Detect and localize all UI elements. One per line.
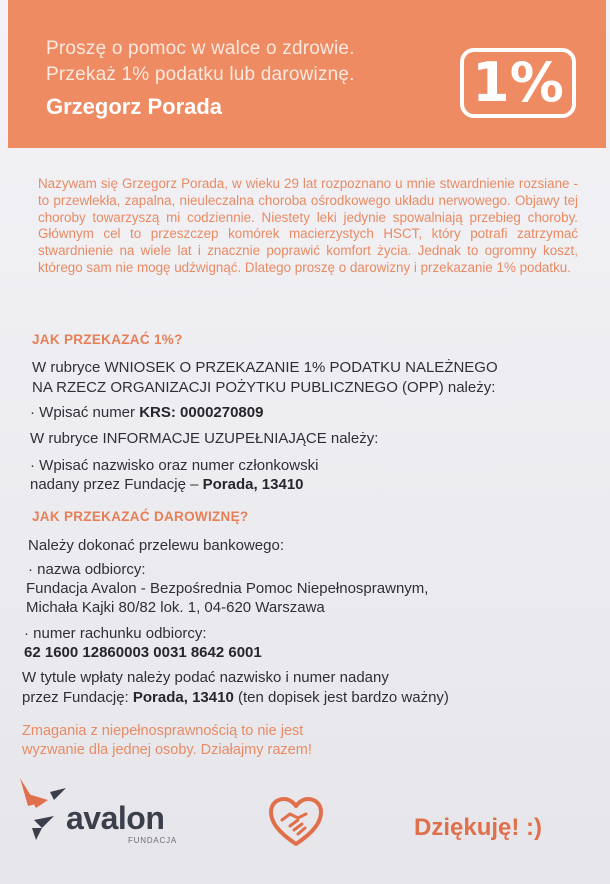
account-number-value: 62 1600 12860003 0031 8642 6001 — [24, 644, 262, 661]
payment-title-line-1: W tytule wpłaty należy podać nazwisko i numer nadany — [22, 669, 389, 686]
payment-title-line-2 — [22, 688, 449, 707]
account-number — [24, 643, 262, 662]
tax-rubric-2: W rubryce INFORMACJE UZUPEŁNIAJĄCE należy: — [30, 430, 379, 447]
closing-line-1: Zmagania z niepełnosprawnością to nie jest — [22, 723, 304, 739]
one-percent-badge: 1% — [460, 48, 576, 118]
header-line-1: Proszę o pomoc w walce o zdrowie. — [46, 38, 355, 59]
donation-section-title: JAK PRZEKAZAĆ DAROWIZNĘ? — [32, 509, 249, 524]
recipient-line-1: Fundacja Avalon - Bezpośrednia Pomoc Niepełnosprawnym, — [26, 580, 429, 597]
avalon-logo-text: avalon — [66, 800, 165, 836]
closing-line-2: wyzwanie dla jednej osoby. Działajmy razem! — [22, 742, 312, 758]
heart-handshake-icon — [268, 796, 324, 848]
payment-title-value: Porada, 13410 — [132, 689, 234, 706]
payment-title-prefix: przez Fundację: — [22, 689, 133, 706]
tax-section-title: JAK PRZEKAZAĆ 1%? — [32, 332, 183, 347]
avalon-logo-subtitle: FUNDACJA — [128, 836, 178, 845]
krs-number: KRS: 0000270809 — [139, 404, 264, 421]
member-value: Porada, 13410 — [202, 476, 304, 493]
member-prefix: nadany przez Fundację – — [30, 476, 203, 493]
avalon-bird-logo-icon — [14, 774, 70, 844]
donation-intro: Należy dokonać przelewu bankowego: — [28, 537, 284, 554]
account-label: · numer rachunku odbiorcy: — [24, 625, 207, 642]
intro-paragraph: Nazywam się Grzegorz Porada, w wieku 29 lat rozpoznano u mnie stwardnienie rozsiane - to przewlekła, zapalna, nieuleczalna choroba ośrodkowego układu nerwowego. Objawy tej choroby towarzyszą mi codziennie. Niestety leki jedynie spowalniają przebieg choroby. Głównym cel to przeszczep komórek macierzystych HSCT, który potrafi zatrzymać stwardnienie na wiele lat i znacznie poprawić komfort życia. Jednak to ogromny koszt, którego sam nie mogę udźwignąć. Dlatego proszę o darowizny i przekazanie 1% podatku. — [38, 176, 578, 275]
recipient-line-2: Michała Kajki 80/82 lok. 1, 04-620 Warszawa — [26, 599, 325, 616]
recipient-label: · nazwa odbiorcy: — [28, 561, 146, 578]
member-line-1: · Wpisać nazwisko oraz numer członkowski — [30, 457, 319, 474]
member-line-2 — [30, 475, 304, 494]
krs-prefix: · Wpisać numer — [30, 404, 140, 421]
header-name: Grzegorz Porada — [46, 94, 223, 119]
closing-message — [22, 722, 312, 760]
tax-rubric-1-line-2: NA RZECZ ORGANIZACJI POŻYTKU PUBLICZNEGO (OPP) należy: — [32, 379, 496, 396]
thank-you-text: Dziękuję! :) — [414, 814, 543, 841]
krs-line — [30, 403, 263, 422]
header-line-2: Przekaż 1% podatku lub darowiznę. — [46, 64, 355, 85]
tax-rubric-1-line-1: W rubryce WNIOSEK O PRZEKAZANIE 1% PODATKU NALEŻNEGO — [32, 359, 498, 376]
header-banner — [8, 0, 606, 148]
payment-title-suffix: (ten dopisek jest bardzo ważny) — [233, 689, 449, 706]
